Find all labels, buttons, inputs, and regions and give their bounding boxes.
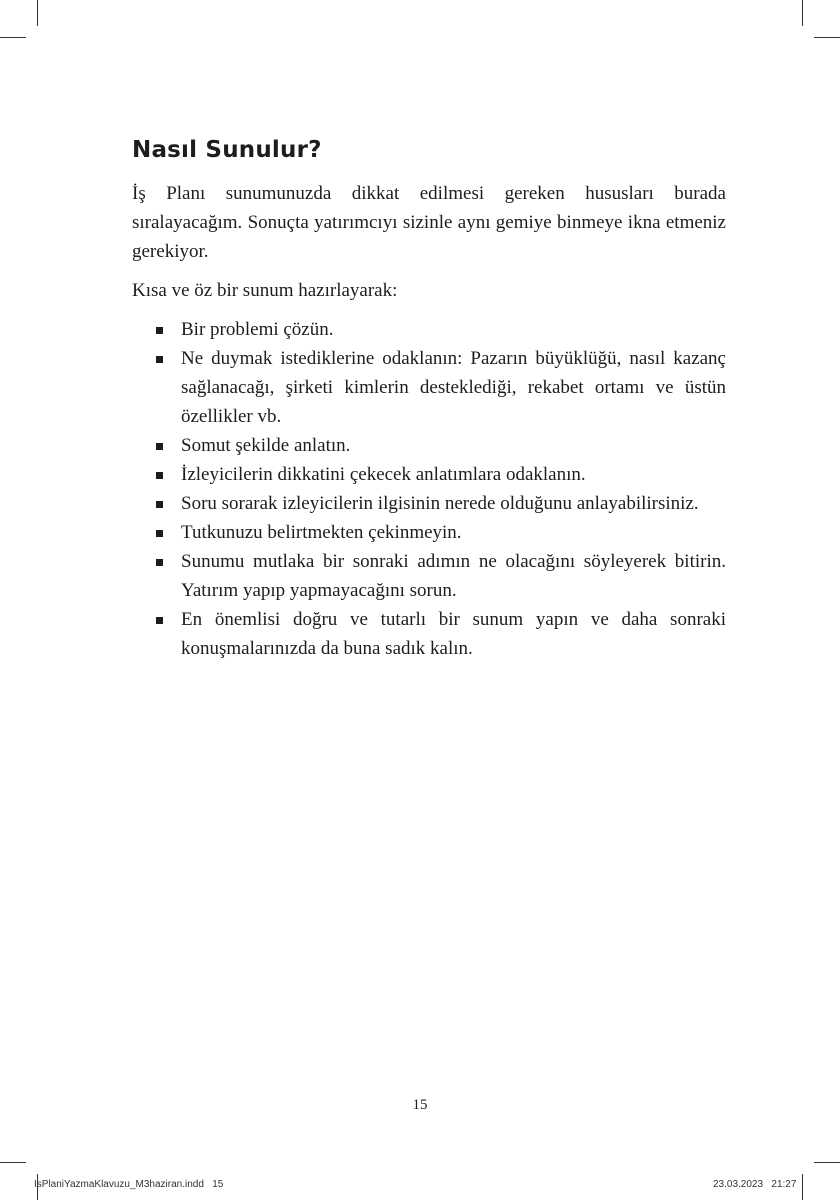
square-bullet-icon xyxy=(156,530,163,537)
crop-mark xyxy=(802,1174,803,1200)
square-bullet-icon xyxy=(156,443,163,450)
section-heading: Nasıl Sunulur? xyxy=(132,137,322,163)
crop-mark xyxy=(802,0,803,26)
square-bullet-icon xyxy=(156,559,163,566)
list-item-text: Sunumu mutlaka bir sonraki adımın ne olacağını söyleyerek bitirin. Yatırım yapıp yapmayacağını sorun. xyxy=(181,551,726,601)
crop-mark xyxy=(814,1162,840,1163)
intro-paragraph: İş Planı sunumunuzda dikkat edilmesi gereken hususları burada sıralayacağım. Sonuçta yatırımcıyı sizinle aynı gemiye binmeye ikna etmeniz gerekiyor. xyxy=(132,183,726,262)
list-item xyxy=(156,547,726,605)
list-item-text: İzleyicilerin dikkatini çekecek anlatımlara odaklanın. xyxy=(181,464,586,485)
page-number: 15 xyxy=(412,1097,428,1113)
list-item xyxy=(156,460,726,489)
list-item xyxy=(156,344,726,431)
list-item xyxy=(156,518,726,547)
list-item-text: En önemlisi doğru ve tutarlı bir sunum yapın ve daha sonraki konuşmalarınızda da buna sadık kalın. xyxy=(181,609,726,659)
footer-timestamp: 23.03.2023 21:27 xyxy=(713,1179,797,1190)
list-item-text: Ne duymak istediklerine odaklanın: Pazarın büyüklüğü, nasıl kazanç sağlanacağı, şirketi kimlerin desteklediği, rekabet ortamı ve üstün özellikler vb. xyxy=(181,348,726,427)
bullet-list xyxy=(132,315,726,663)
square-bullet-icon xyxy=(156,617,163,624)
crop-mark xyxy=(0,1162,26,1163)
list-item xyxy=(156,489,726,518)
list-item xyxy=(156,315,726,344)
square-bullet-icon xyxy=(156,356,163,363)
list-item-text: Bir problemi çözün. xyxy=(181,319,334,340)
square-bullet-icon xyxy=(156,501,163,508)
list-item-text: Somut şekilde anlatın. xyxy=(181,435,351,456)
crop-mark xyxy=(0,37,26,38)
crop-mark xyxy=(814,37,840,38)
crop-mark xyxy=(37,0,38,26)
square-bullet-icon xyxy=(156,472,163,479)
list-item xyxy=(156,431,726,460)
list-item-text: Soru sorarak izleyicilerin ilgisinin nerede olduğunu anlayabilirsiniz. xyxy=(181,493,699,514)
square-bullet-icon xyxy=(156,327,163,334)
list-item-text: Tutkunuzu belirtmekten çekinmeyin. xyxy=(181,522,462,543)
page-content xyxy=(132,135,726,663)
footer-file-name: IsPlaniYazmaKlavuzu_M3haziran.indd 15 xyxy=(34,1179,224,1190)
lead-paragraph: Kısa ve öz bir sunum hazırlayarak: xyxy=(132,280,398,301)
list-item xyxy=(156,605,726,663)
